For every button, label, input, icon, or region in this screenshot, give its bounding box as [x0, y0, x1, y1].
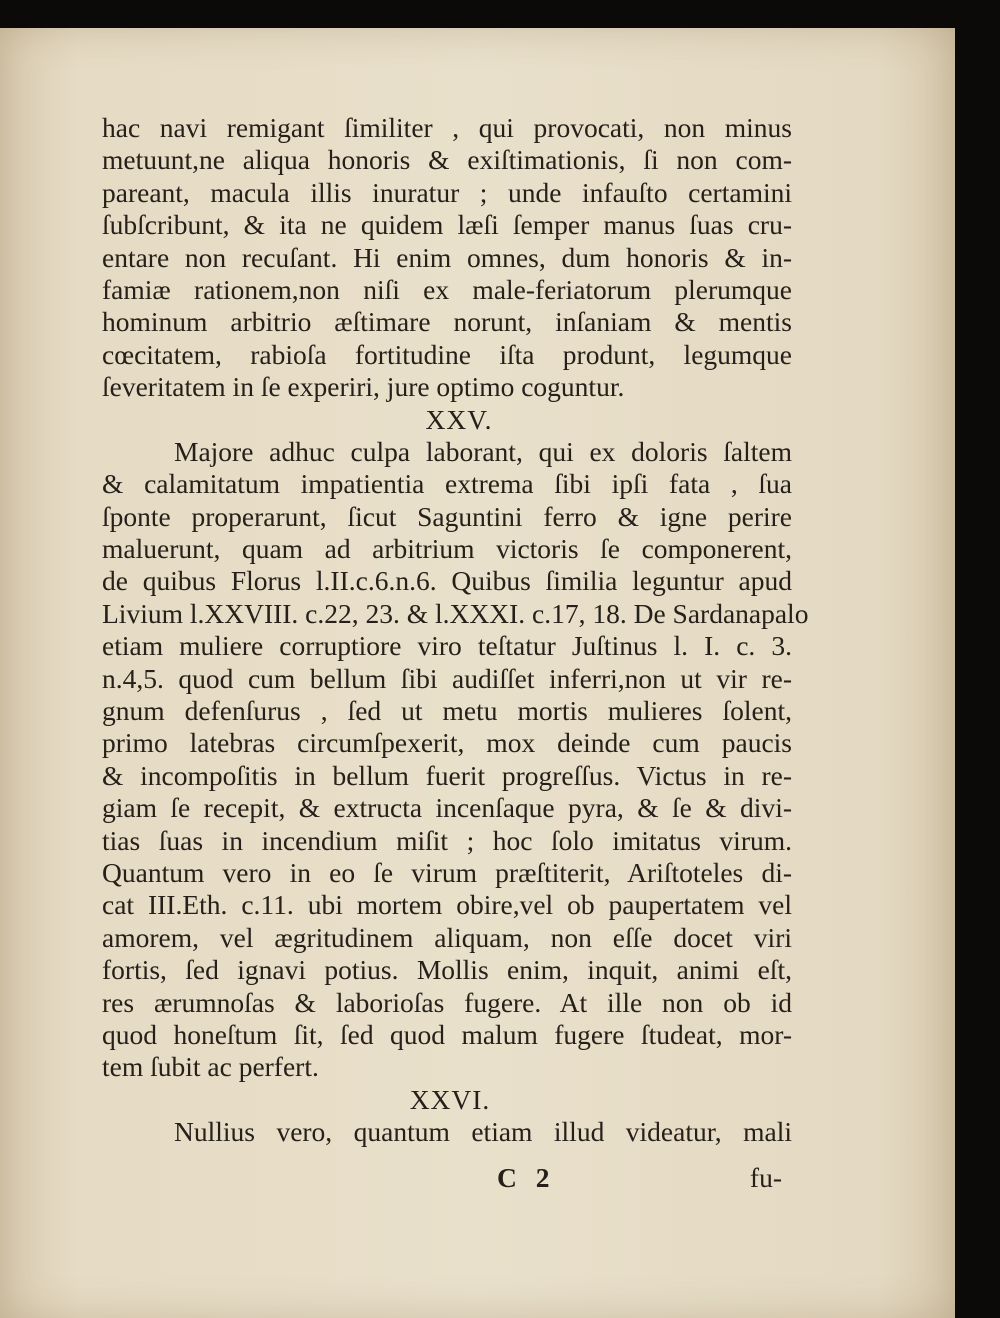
text-line: n.4,5. quod cum bellum ſibi audiſſet inferri,non ut vir re- [102, 662, 792, 694]
text-line: pareant, macula illis inuratur ; unde infauſto certamini [102, 176, 792, 208]
text-line: ſubſcribunt, & ita ne quidem læſi ſemper manus ſuas cru- [102, 209, 792, 241]
text-line: tias ſuas in incendium miſit ; hoc ſolo imitatus virum. [102, 824, 792, 856]
text-line: Quantum vero in eo ſe virum præſtiterit, Ariſtoteles di- [102, 856, 792, 888]
text-line: & incompoſitis in bellum fuerit progreſſus. Victus in re- [102, 759, 792, 791]
text-line: ſeveritatem in ſe experiri, jure optimo coguntur. [102, 371, 625, 403]
scan-border [955, 28, 1000, 1318]
text-line: primo latebras circumſpexerit, mox deinde cum paucis [102, 727, 792, 759]
text-line: famiæ rationem,non niſi ex male-feriatorum plerumque [102, 273, 792, 305]
text-line: gnum defenſurus , ſed ut metu mortis mulieres ſolent, [102, 695, 792, 727]
text-line: ſponte properarunt, ſicut Saguntini ferro & igne perire [102, 500, 792, 532]
section-heading: XXV. [425, 403, 493, 435]
text-line: Nullius vero, quantum etiam illud videatur, mali [174, 1116, 792, 1148]
text-line: & calamitatum impatientia extrema ſibi ipſi fata , ſua [102, 468, 792, 500]
text-line: quod honeſtum ſit, ſed quod malum fugere ſtudeat, mor- [102, 1018, 792, 1050]
text-line: Livium l.XXVIII. c.22, 23. & l.XXXI. c.17, 18. De Sardanapalo [102, 597, 809, 629]
text-line: Majore adhuc culpa laborant, qui ex doloris ſaltem [174, 435, 792, 467]
text-line: metuunt,ne aliqua honoris & exiſtimationis, ſi non com- [102, 144, 792, 176]
text-line: cœcitatem, rabioſa fortitudine iſta produnt, legumque [102, 338, 792, 370]
text-line: hominum arbitrio æſtimare norunt, inſaniam & mentis [102, 306, 792, 338]
text-line: hac navi remigant ſimiliter , qui provocati, non minus [102, 112, 792, 143]
text-line: giam ſe recepit, & extructa incenſaque pyra, & ſe & divi- [102, 792, 792, 824]
catchword: fu- [749, 1162, 782, 1193]
text-line: amorem, vel ægritudinem aliquam, non eſſe docet viri [102, 921, 792, 953]
text-line: entare non recuſant. Hi enim omnes, dum honoris & in- [102, 241, 792, 273]
page-text [102, 112, 809, 1149]
signature-mark: C 2 [497, 1162, 556, 1193]
text-line: etiam muliere corruptiore viro teſtatur Juſtinus l. I. c. 3. [102, 630, 792, 662]
page-footer [102, 1162, 792, 1194]
text-line: de quibus Florus l.II.c.6.n.6. Quibus ſimilia leguntur apud [102, 565, 792, 597]
text-line: res ærumnoſas & laborioſas fugere. At ille non ob id [102, 986, 792, 1018]
text-line: tem ſubit ac perfert. [102, 1051, 319, 1083]
text-line: cat III.Eth. c.11. ubi mortem obire,vel ob paupertatem vel [102, 889, 792, 921]
text-line: maluerunt, quam ad arbitrium victoris ſe componerent, [102, 533, 792, 565]
section-heading: XXVI. [409, 1083, 491, 1115]
text-line: fortis, ſed ignavi potius. Mollis enim, inquit, animi eſt, [102, 954, 792, 986]
